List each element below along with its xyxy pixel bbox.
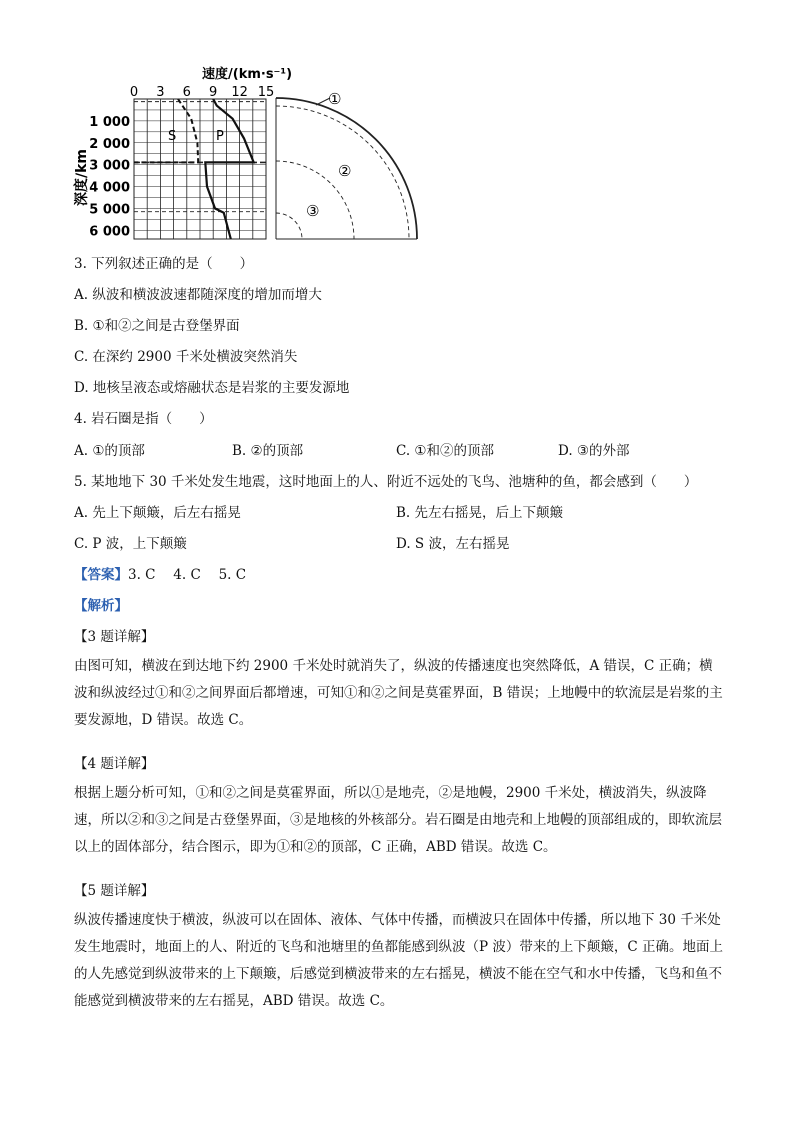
q3-option-d: D. 地核呈液态或熔融状态是岩浆的主要发源地 bbox=[74, 380, 350, 396]
q4-option-d: D. ③的外部 bbox=[558, 443, 630, 459]
chart-grid bbox=[134, 99, 266, 239]
d5-label: 【5 题详解】 bbox=[74, 883, 155, 899]
y-tick-labels bbox=[89, 115, 130, 239]
q5-stem: 5. 某地地下 30 千米处发生地震，这时地面上的人、附近不远处的飞鸟、池塘种的鱼，都会感到（ ） bbox=[74, 474, 698, 490]
layer-label-3: ③ bbox=[306, 202, 320, 220]
answer-line bbox=[74, 565, 246, 585]
q4-option-b: B. ②的顶部 bbox=[232, 443, 304, 459]
layer-label-1: ① bbox=[328, 90, 342, 108]
d3-label: 【3 题详解】 bbox=[74, 629, 155, 645]
y-tick-label: 1 000 bbox=[89, 114, 130, 130]
q3-option-a: A. 纵波和横波波速都随深度的增加而增大 bbox=[74, 287, 322, 303]
y-tick-label: 5 000 bbox=[89, 202, 130, 218]
q3-option-c: C. 在深约 2900 千米处横波突然消失 bbox=[74, 349, 298, 365]
d3-text: 由图可知，横波在到达地下约 2900 千米处时就消失了，纵波的传播速度也突然降低，A 错误，C 正确；横波和纵波经过①和②之间界面后都增速，可知①和②之间是莫霍界面，B 错误；上地幔中的软流层是岩浆的主要发源地，D 错误。故选 C。 bbox=[74, 658, 723, 728]
s-curve-label: S bbox=[168, 129, 177, 144]
y-tick-label: 4 000 bbox=[89, 180, 130, 196]
x-tick-label: 12 bbox=[231, 85, 248, 100]
q5-option-b: B. 先左右摇晃，后上下颠簸 bbox=[396, 505, 564, 521]
x-tick-label: 6 bbox=[182, 85, 191, 100]
q3-option-b: B. ①和②之间是古登堡界面 bbox=[74, 318, 240, 334]
analysis-label bbox=[74, 596, 128, 616]
q3-stem: 3. 下列叙述正确的是（ ） bbox=[74, 256, 254, 272]
seismic-wave-figure bbox=[60, 58, 430, 248]
d4-text: 根据上题分析可知，①和②之间是莫霍界面，所以①是地壳，②是地幔，2900 千米处，横波消失，纵波降速，所以②和③之间是古登堡界面，③是地核的外核部分。岩石圈是由地壳和上地幔的顶部组成的，即软流层以上的固体部分，结合图示，即为①和②的顶部，C 正确，ABD 错误。故选 C。 bbox=[74, 785, 722, 855]
p-wave-curve bbox=[205, 99, 253, 239]
y-tick-label: 2 000 bbox=[89, 136, 130, 152]
answer-label: 【答案】 bbox=[74, 567, 128, 583]
s-wave-curve bbox=[134, 99, 198, 162]
depth-axis-label: 深度/km bbox=[74, 148, 90, 206]
q5-option-c: C. P 波，上下颠簸 bbox=[74, 536, 187, 552]
q4-option-c: C. ①和②的顶部 bbox=[396, 443, 495, 459]
q4-option-a: A. ①的顶部 bbox=[74, 443, 145, 459]
q4-stem: 4. 岩石圈是指（ ） bbox=[74, 411, 213, 427]
speed-axis-title: 速度/(km·s⁻¹) bbox=[202, 67, 293, 82]
x-tick-label: 15 bbox=[257, 85, 275, 100]
d5-text: 纵波传播速度快于横波，纵波可以在固体、液体、气体中传播，而横波只在固体中传播，所以地下 30 千米处发生地震时，地面上的人、附近的飞鸟和池塘里的鱼都能感到纵波（P 波）带来的上下颠簸，C 正确。地面上的人先感觉到纵波带来的上下颠簸，后感觉到横波带来的左右摇晃，横波不能在空气和水中传播，飞鸟和鱼不能感觉到横波带来的左右摇晃，ABD 错误。故选 C。 bbox=[74, 912, 723, 1009]
p-curve-label: P bbox=[216, 129, 224, 144]
x-tick-label: 9 bbox=[209, 85, 218, 100]
x-tick-label: 0 bbox=[129, 85, 139, 100]
answer-text: 3. C 4. C 5. C bbox=[128, 567, 247, 583]
y-tick-label: 6 000 bbox=[89, 224, 130, 240]
q5-option-d: D. S 波，左右摇晃 bbox=[396, 536, 510, 552]
layer-label-2: ② bbox=[338, 162, 352, 180]
d4-label: 【4 题详解】 bbox=[74, 756, 155, 772]
y-tick-label: 3 000 bbox=[89, 158, 130, 174]
x-tick-labels bbox=[130, 85, 274, 100]
analysis-label-text: 【解析】 bbox=[74, 598, 128, 614]
q5-option-a: A. 先上下颠簸，后左右摇晃 bbox=[74, 505, 241, 521]
x-tick-label: 3 bbox=[156, 85, 165, 100]
